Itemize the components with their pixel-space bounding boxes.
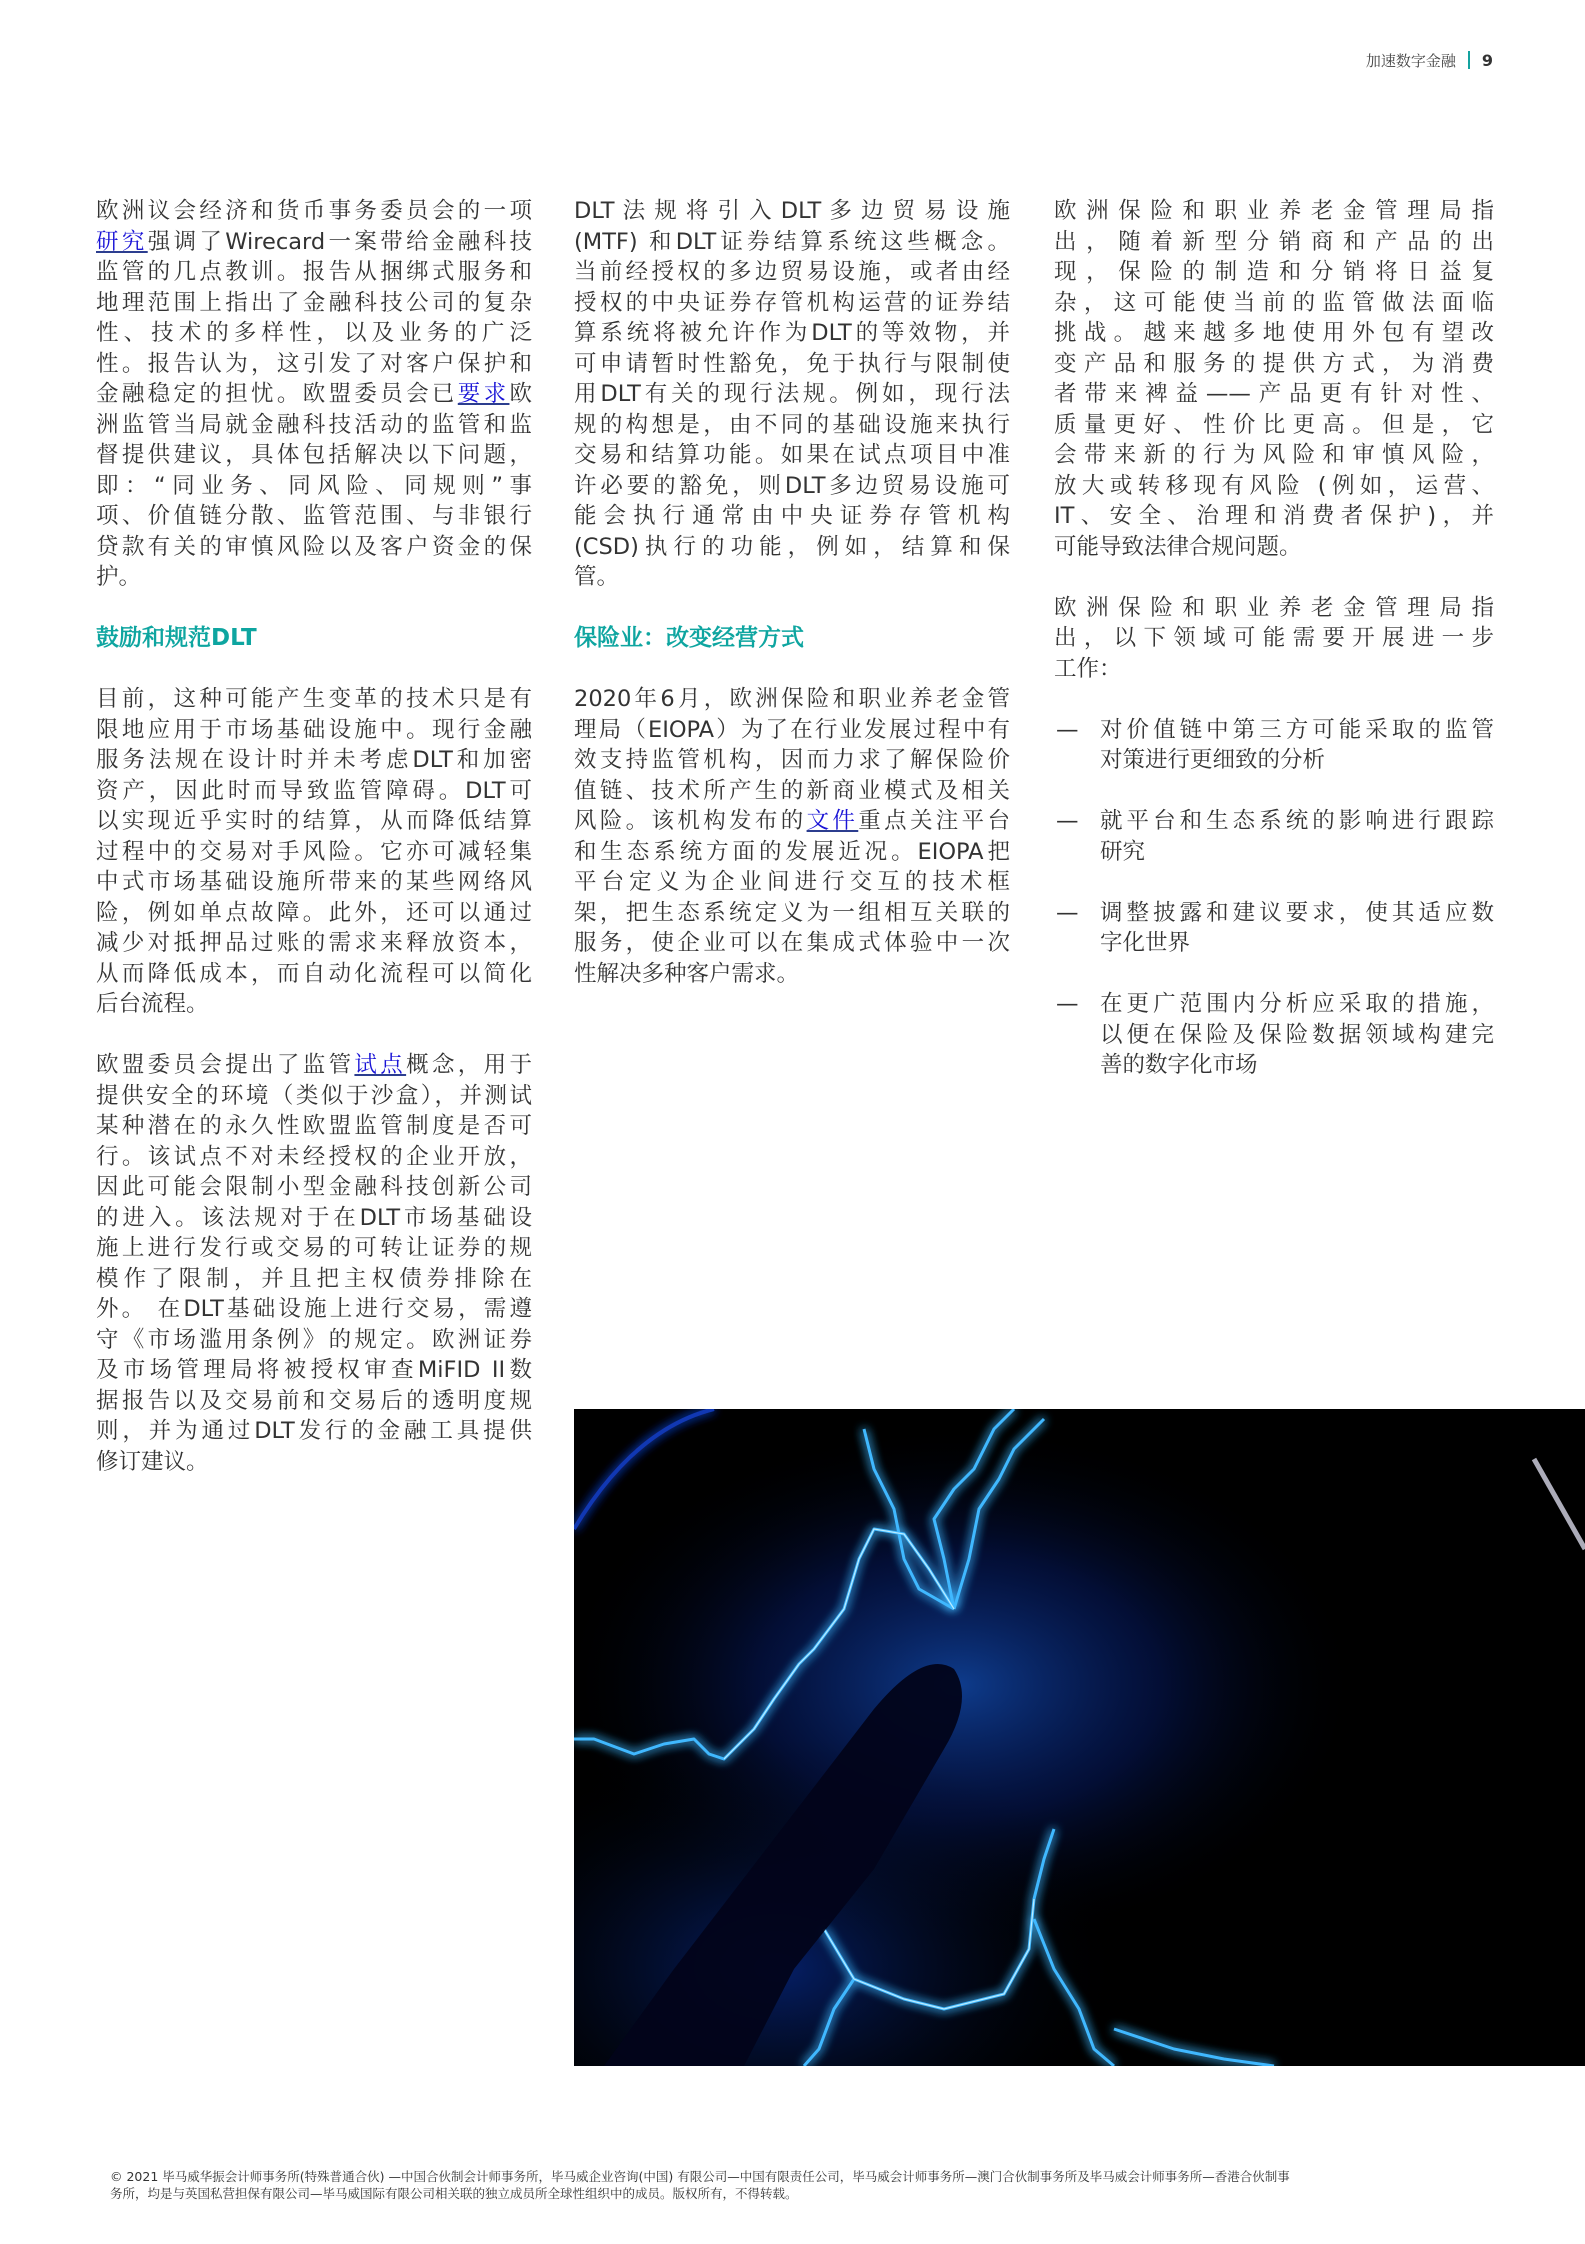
text-line: IT、安全、治理和消费者保护)，并 [1054,503,1494,529]
text-segment: 概念，用于 [406,1052,532,1078]
page-number: 9 [1481,50,1493,70]
text-line: 及市场管理局将被授权审查MiFID II数 [96,1357,532,1383]
text-line: 在更广范围内分析应采取的措施， [1100,991,1494,1017]
dash-bullet-icon: — [1056,716,1079,743]
text-line: 2020年6月，欧洲保险和职业养老金管 [574,686,1010,712]
text-line: 服务法规在设计时并未考虑DLT和加密 [96,747,532,773]
text-line: 的进入。该法规对于在DLT市场基础设 [96,1204,532,1231]
list-item [1054,989,1494,1081]
text-line: 欧洲保险和职业养老金管理局指 [1054,198,1494,224]
dash-bullet-icon: — [1056,899,1079,926]
text-line: 行。该试点不对未经授权的企业开放， [96,1143,532,1170]
text-line: 对策进行更细致的分析 [1100,747,1326,773]
text-line: DLT 法 规 将 引 入 DLT 多 边 贸 易 设 施 [574,198,1010,224]
text-line: (MTF) 和DLT证券结算系统这些概念。 [574,228,1010,255]
text-line: 洲监管当局就金融科技活动的监管和监 [96,411,532,438]
list-item [1054,806,1494,867]
text-line: 善的数字化市场 [1100,1052,1258,1078]
list-item [1054,715,1494,776]
text-line: 挑战。越来越多地使用外包有望改 [1054,320,1494,346]
text-segment: 重点关注平台 [858,808,1010,834]
text-segment: 金融稳定的担忧。欧盟委员会已 [96,381,458,407]
text-segment: 强调了Wirecard一案带给金融科技 [147,228,532,255]
inline-link[interactable]: 要求 [457,381,510,407]
text-line: 则，并为通过DLT发行的金融工具提供 [96,1418,532,1444]
text-line: 减少对抵押品过账的需求来释放资本， [96,930,532,956]
text-line: 和生态系统方面的发展近况。EIOPA把 [574,838,1010,865]
text-line: 放大或转移现有风险 (例如，运营、 [1054,472,1494,499]
text-line [96,1050,532,1081]
inline-link[interactable]: 文件 [806,808,859,834]
text-line: 会带来新的行为风险和审慎风险， [1054,442,1494,468]
text-line: 性、技术的多样性，以及业务的广泛 [96,320,532,346]
text-line: 后台流程。 [96,991,209,1017]
paragraph-eiopa [574,684,1010,989]
text-line: 规的构想是，由不同的基础设施来执行 [574,411,1010,438]
text-line: 服务，使企业可以在集成式体验中一次 [574,930,1010,956]
text-line: 效支持监管机构，因而力求了解保险价 [574,747,1010,773]
paragraph-wirecard [96,196,532,593]
text-line: 出，以下领域可能需要开展进一步 [1054,625,1494,651]
text-line: 字化世界 [1100,930,1191,956]
text-line [96,379,532,410]
text-segment: 欧 [509,381,532,407]
paragraph-dlt-mtf [574,196,1010,593]
inline-link[interactable]: 试点 [354,1052,407,1078]
text-line: 变产品和服务的提供方式，为消费 [1054,350,1494,377]
text-line: 者带来裨益——产品更有针对性、 [1054,381,1494,407]
text-line: 据报告以及交易前和交易后的透明度规 [96,1387,532,1414]
text-line: 护。 [96,564,142,590]
text-line [574,806,1010,837]
text-line: 守《市场滥用条例》的规定。欧洲证券 [96,1326,532,1353]
text-line: 目前，这种可能产生变革的技术只是有 [96,686,532,712]
lightning-illustration [574,1409,1585,2066]
text-line: 管。 [574,564,620,590]
text-line: 当前经授权的多边贸易设施，或者由经 [574,259,1010,285]
text-line: 用DLT有关的现行法规。例如，现行法 [574,381,1010,407]
text-line: 外。 在DLT基础设施上进行交易，需遵 [96,1296,532,1322]
text-line: 授权的中央证券存管机构运营的证券结 [574,289,1010,316]
text-line: 险，例如单点故障。此外，还可以通过 [96,899,532,926]
text-line: 对价值链中第三方可能采取的监管 [1100,716,1494,743]
text-line: 欧洲保险和职业养老金管理局指 [1054,594,1494,621]
inline-link[interactable]: 研究 [96,228,148,255]
text-line: 算系统将被允许作为DLT的等效物，并 [574,320,1010,346]
footer-line-1: © 2021 毕马威华振会计师事务所(特殊普通合伙) —中国合伙制会计师事务所，毕马威企业咨询(中国) 有限公司—中国有限责任公司，毕马威会计师事务所—澳门合伙制事务所及毕马威会计师事务所—香港合伙制事 [110,2169,1290,2184]
text-line: 性。报告认为，这引发了对客户保护和 [96,350,532,377]
text-line [96,227,532,258]
section-heading-dlt: 鼓励和规范DLT [96,625,257,651]
paragraph-eiopa-distribution [1054,196,1494,562]
dash-bullet-icon: — [1056,991,1079,1017]
text-line: 架，把生态系统定义为一组相互关联的 [574,899,1010,926]
text-line: 欧洲议会经济和货币事务委员会的一项 [96,198,532,224]
copyright-footer [110,2168,1510,2202]
text-segment: 欧盟委员会提出了监管 [96,1052,355,1078]
text-line: 监管的几点教训。报告从捆绑式服务和 [96,259,532,285]
text-line: 修订建议。 [96,1448,209,1475]
text-line: 即：“同业务、同风险、同规则”事 [96,472,532,499]
text-line: 资产，因此时而导致监管障碍。DLT可 [96,777,532,804]
text-line: 模作了限制，并且把主权债券排除在 [96,1265,532,1292]
text-line: 理局（EIOPA）为了在行业发展过程中有 [574,716,1010,743]
text-line: 调整披露和建议要求，使其适应数 [1100,899,1494,926]
text-line: 质量更好、性价比更高。但是，它 [1054,411,1494,438]
text-line: 值链、技术所产生的新商业模式及相关 [574,777,1010,804]
text-line: 交易和结算功能。如果在试点项目中准 [574,442,1010,468]
text-line: 工作： [1054,655,1122,682]
running-header [1366,48,1493,72]
text-line: 提供安全的环境（类似于沙盒），并测试 [96,1082,532,1109]
section-heading-insurance: 保险业：改变经营方式 [574,625,804,651]
further-work-list [1054,715,1494,1081]
text-line: 限地应用于市场基础设施中。现行金融 [96,716,532,743]
section-title: 加速数字金融 [1365,51,1456,70]
text-line: 性解决多种客户需求。 [574,960,800,987]
column-2 [574,196,1010,1020]
dash-bullet-icon: — [1056,808,1079,834]
text-line: 督提供建议，具体包括解决以下问题， [96,442,532,468]
text-line: 以便在保险及保险数据领域构建完 [1100,1021,1494,1048]
text-line: 出，随着新型分销商和产品的出 [1054,228,1494,255]
text-line: 某种潜在的永久性欧盟监管制度是否可 [96,1113,532,1139]
text-line: 平台定义为企业间进行交互的技术框 [574,869,1010,895]
text-line: 因此可能会限制小型金融科技创新公司 [96,1174,532,1200]
text-line: 可申请暂时性豁免，免于执行与限制使 [574,350,1010,377]
text-line: 从而降低成本，而自动化流程可以简化 [96,960,532,987]
text-line: 就平台和生态系统的影响进行跟踪 [1100,808,1494,834]
text-line: 可能导致法律合规问题。 [1054,533,1302,560]
text-line: 过程中的交易对手风险。它亦可减轻集 [96,838,532,865]
text-line: 施上进行发行或交易的可转让证券的规 [96,1235,532,1261]
text-line: 贷款有关的审慎风险以及客户资金的保 [96,533,532,560]
text-line: 地理范围上指出了金融科技公司的复杂 [96,289,532,316]
column-1 [96,196,532,1508]
text-segment: 风险。该机构发布的 [574,808,807,834]
text-line: 能会执行通常由中央证券存管机构 [574,503,1010,529]
text-line: 中式市场基础设施所带来的某些网络风 [96,869,532,895]
paragraph-eiopa-further-work [1054,593,1494,685]
text-line: 许必要的豁免，则DLT多边贸易设施可 [574,472,1010,499]
text-line: 研究 [1100,838,1146,865]
header-divider [1468,51,1470,69]
column-3 [1054,196,1494,1111]
text-line: 杂，这可能使当前的监管做法面临 [1054,289,1494,316]
paragraph-pilot-regime [96,1050,532,1477]
text-line: 以实现近乎实时的结算，从而降低结算 [96,808,532,834]
text-line: (CSD)执行的功能，例如，结算和保 [574,533,1010,560]
footer-line-2: 务所，均是与英国私营担保有限公司—毕马威国际有限公司相关联的独立成员所全球性组织中的成员。版权所有，不得转载。 [110,2186,798,2201]
paragraph-dlt-technology [96,684,532,1020]
text-line: 现，保险的制造和分销将日益复 [1054,259,1494,285]
plasma-lightning-image [574,1409,1585,2066]
list-item [1054,898,1494,959]
text-line: 项、价值链分散、监管范围、与非银行 [96,503,532,529]
